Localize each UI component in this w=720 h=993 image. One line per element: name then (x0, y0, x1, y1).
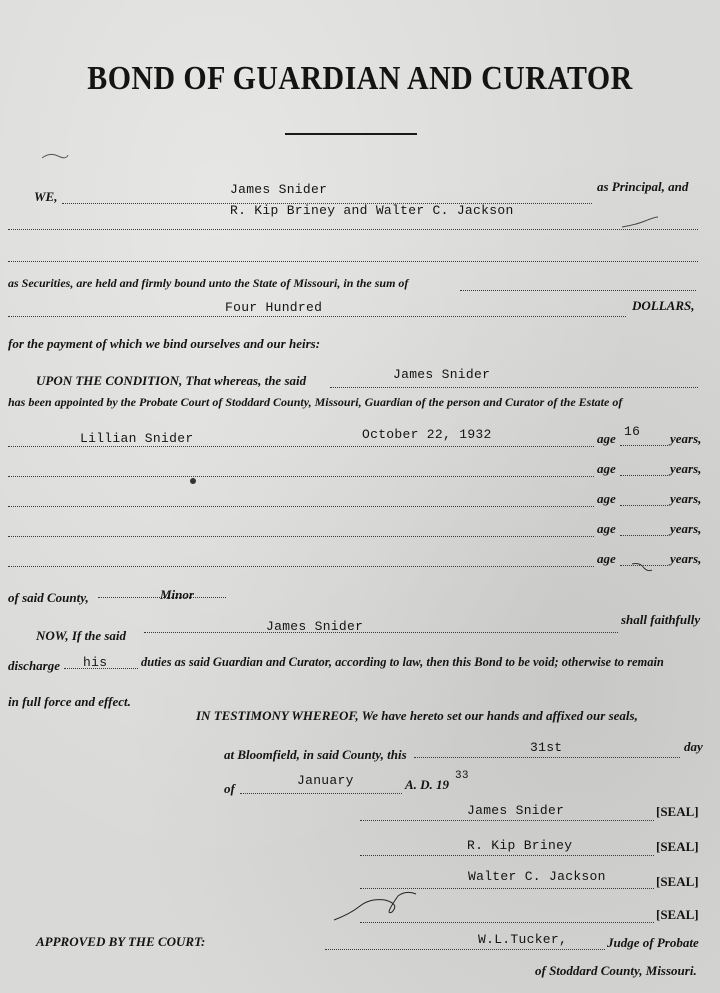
ward-age: 16 (624, 424, 641, 439)
dollars-label: DOLLARS, (632, 298, 695, 313)
ward-date: October 22, 1932 (362, 427, 492, 442)
duties-text: duties as said Guardian and Curator, according to law, then this Bond to be void; otherwise to remain (141, 655, 664, 669)
age-label-2: age (597, 461, 616, 476)
age-label-5: age (597, 551, 616, 566)
seal-1: [SEAL] (656, 804, 699, 819)
signature-line-1 (360, 820, 654, 821)
of-label: of (224, 781, 235, 796)
years-label-3: years, (670, 491, 702, 506)
full-force-text: in full force and effect. (8, 694, 131, 709)
ward-line-1 (8, 446, 594, 447)
testimony-text: IN TESTIMONY WHEREOF, We have hereto set our hands and affixed our seals, (196, 708, 638, 723)
sum-line (8, 316, 626, 317)
age-line-3 (620, 505, 668, 506)
discharge-label: discharge (8, 658, 60, 673)
title-underline (285, 133, 417, 135)
age-line-1 (620, 445, 668, 446)
years-label-1: years, (670, 431, 702, 446)
securities-names: R. Kip Briney and Walter C. Jackson (230, 203, 514, 218)
year-value: 33 (455, 770, 469, 782)
shall-faithfully-label: shall faithfully (621, 612, 701, 627)
payment-text: for the payment of which we bind ourselves and our heirs: (8, 336, 321, 351)
ink-blot-icon (185, 475, 201, 487)
ad-label: A. D. 19 (405, 777, 450, 792)
sum-line-1 (460, 290, 696, 291)
ink-mark-icon (40, 150, 70, 162)
judge-label: Judge of Probate (607, 935, 699, 950)
now-line (144, 632, 618, 633)
of-said-county-label: of said County, (8, 590, 89, 605)
now-if-label: NOW, If the said (36, 628, 127, 643)
age-line-4 (620, 535, 668, 536)
signer-3: Walter C. Jackson (468, 869, 606, 884)
said-line (330, 387, 698, 388)
ward-line-4 (8, 536, 594, 537)
now-name: James Snider (266, 619, 364, 634)
age-label-1: age (597, 431, 616, 446)
signature-line-2 (360, 855, 654, 856)
day-value: 31st (530, 740, 563, 755)
seal-2: [SEAL] (656, 839, 699, 854)
upon-condition-label: UPON THE CONDITION, That whereas, the said (36, 373, 307, 388)
we-label: WE, (34, 189, 58, 204)
seal-3: [SEAL] (656, 874, 699, 889)
years-label-2: years, (670, 461, 702, 476)
age-line-2 (620, 475, 668, 476)
ward-line-2 (8, 476, 594, 477)
ward-line-5 (8, 566, 594, 567)
day-label: day (684, 739, 703, 754)
securities-line (8, 229, 698, 230)
seal-4: [SEAL] (656, 907, 699, 922)
pronoun-value: his (83, 655, 108, 670)
day-line (414, 757, 680, 758)
judge-line (325, 949, 605, 950)
ward-line-3 (8, 506, 594, 507)
judge-name: W.L.Tucker, (478, 932, 568, 947)
as-principal-label: as Principal, and (597, 179, 689, 194)
month-line (240, 793, 402, 794)
document-title: BOND OF GUARDIAN AND CURATOR (87, 60, 633, 97)
small-mark-icon (630, 560, 654, 574)
principal-name: James Snider (230, 182, 328, 197)
years-label-5: years, (670, 551, 702, 566)
age-label-4: age (597, 521, 616, 536)
signer-2: R. Kip Briney (467, 838, 573, 853)
age-label-3: age (597, 491, 616, 506)
appointed-text: has been appointed by the Probate Court of Stoddard County, Missouri, Guardian of the person and Curator of the Estate of (8, 395, 623, 409)
pen-stroke-icon (620, 215, 660, 231)
said-name: James Snider (393, 367, 491, 382)
securities-line-2 (8, 261, 698, 262)
securities-label: as Securities, are held and firmly bound unto the State of Missouri, in the sum of (8, 276, 409, 290)
signature-flourish-icon (330, 886, 420, 926)
sum-amount: Four Hundred (225, 300, 323, 315)
county-label: of Stoddard County, Missouri. (535, 963, 697, 978)
years-label-4: years, (670, 521, 702, 536)
ward-name: Lillian Snider (80, 431, 194, 446)
status-value: Minor (160, 587, 194, 602)
bloomfield-label: at Bloomfield, in said County, this (224, 747, 407, 762)
approved-label: APPROVED BY THE COURT: (36, 934, 206, 949)
month-value: January (297, 773, 354, 788)
signer-1: James Snider (467, 803, 565, 818)
